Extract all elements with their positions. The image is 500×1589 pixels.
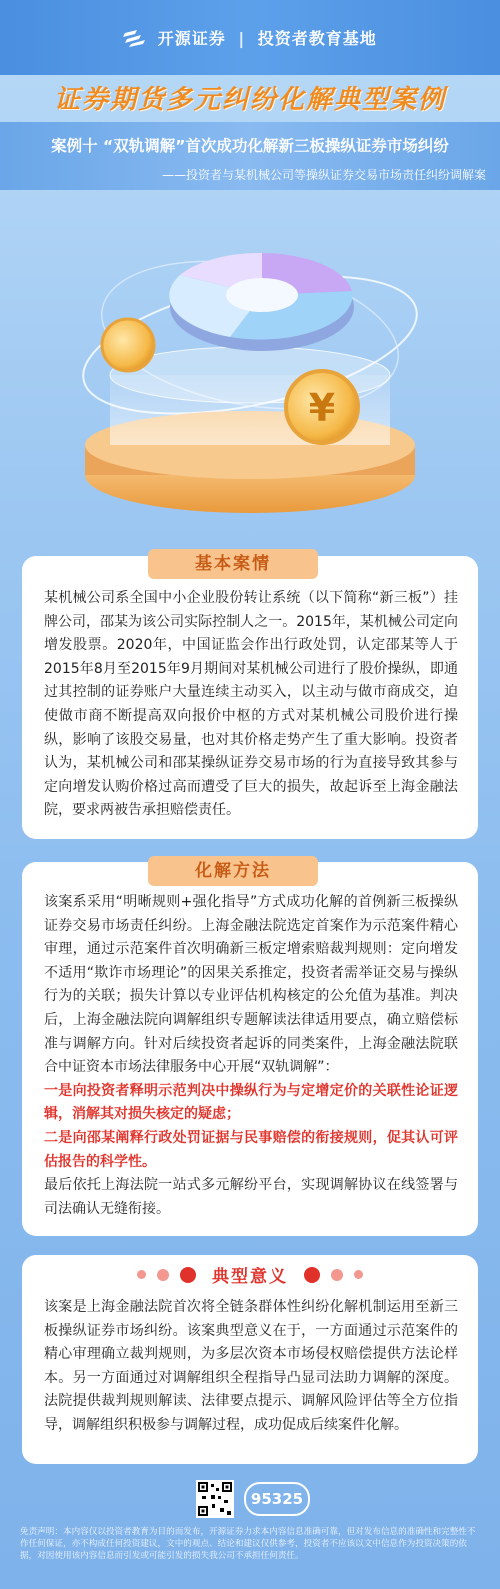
- brand-name: 开源证券: [157, 29, 226, 48]
- case-title: 案例十 “双轨调解”首次成功化解新三板操纵证券市场纠纷: [51, 137, 449, 155]
- case-facts-paragraph: 某机械公司系全国中小企业股份转让系统（以下简称“新三板”）挂牌公司，邵某为该公司实际控制人之一。2015年，某机械公司定向增发股票。2020年，中国证监会作出行政处罚，认定邵某等人于2015年8月至2015年9月期间对某机械公司进行了股价操纵，即通过其控制的证券账户大量连续主动买入，以主动与做市商成交，迫使做市商不断提高双向报价中枢的方式对某机械公司股价进行操纵，影响了该股交易量，也对其价格走势产生了重大影响。投资者认为，某机械公司和邵某操纵证券交易市场的行为直接导致其参与定向增发认购价格过高而遭受了巨大的损失，故起诉至上海金融法院，要求两被告承担赔偿责任。: [44, 590, 458, 819]
- qr-code-icon: [196, 1480, 234, 1518]
- hero-illustration: [0, 195, 500, 540]
- case-subtitle: ——投资者与某机械公司等操纵证券交易市场责任纠纷调解案: [161, 168, 486, 182]
- brand-divider: |: [238, 29, 246, 48]
- brand-base: 投资者教育基地: [257, 29, 377, 48]
- decor-dot-icon: [180, 1267, 196, 1283]
- resolution-text: [44, 891, 458, 1221]
- decor-dot-icon: [304, 1267, 320, 1283]
- decor-dot-icon: [354, 1270, 363, 1279]
- resolution-closing: 最后依托上海法院一站式多元解纷平台，实现调解协议在线签署与司法确认无缝衔接。: [44, 1177, 458, 1217]
- significance-text: [44, 1296, 458, 1438]
- resolution-highlight-2: 二是向邵某阐释行政处罚证据与民事赔偿的衔接规则，促其认可评估报告的科学性。: [44, 1129, 458, 1170]
- coin-yen-symbol: ¥: [308, 386, 336, 430]
- decor-dot-icon: [331, 1269, 343, 1281]
- resolution-paragraph: 该案系采用“明晰规则+强化指导”方式成功化解的首例新三板操纵证券交易市场责任纠纷。上海金融法院选定首案作为示范案件精心审理，通过示范案件首次明确新三板定增索赔裁判规则：定向增发不适用“欺诈市场理论”的因果关系推定，投资者需举证交易与操纵行为的关联；损失计算以专业评估机构核定的公允值为基准。判决后，上海金融法院向调解组织专题解读法律适用要点，确立赔偿标准与调解方向。针对后续投资者起诉的同类案件，上海金融法院联合中证资本市场法律服务中心开展“双轨调解”：: [44, 894, 458, 1076]
- brand-bar: [0, 26, 500, 49]
- case-facts-text: [44, 587, 458, 823]
- resolution-tag: 化解方法: [148, 856, 318, 886]
- resolution-highlight-1: 一是向投资者释明示范判决中操纵行为与定增定价的关联性论证逻辑，消解其对损失核定的疑虑；: [44, 1082, 458, 1123]
- significance-paragraph: 该案是上海金融法院首次将全链条群体性纠纷化解机制运用至新三板操纵证券市场纠纷。该案典型意义在于，一方面通过示范案件的精心审理确立裁判规则，为多层次资本市场侵权赔偿提供方法论样本。另一方面通过对调解组织全程指导凸显司法助力调解的深度。法院提供裁判规则解读、法律要点提示、调解风险评估等全方位指导，调解组织积极参与调解过程，成功促成后续案件化解。: [44, 1299, 458, 1433]
- decor-dot-icon: [137, 1270, 146, 1279]
- significance-heading: [22, 1262, 478, 1292]
- disclaimer-text: 免责声明：本内容仅以投资者教育为目的而发布，开源证券力求本内容信息准确可靠，但对发布信息的准确性和完整性不作任何保证，亦不构成任何投资建议，文中的观点、结论和建议仅供参考，投资者不应该以文中信息作为投资决策的依据，对因使用该内容信息而引发或可能引发的损失我公司不承担任何责任。: [20, 1527, 476, 1561]
- brand-logo-icon: [123, 29, 147, 47]
- hotline-badge: 95325: [244, 1482, 310, 1516]
- decor-dot-icon: [157, 1269, 169, 1281]
- pie-chart-center: [226, 278, 298, 312]
- case-facts-tag: 基本案情: [148, 549, 318, 579]
- coin-left-icon: [102, 319, 154, 371]
- significance-tag: 典型意义: [212, 1267, 288, 1287]
- page-title: 证券期货多元纠纷化解典型案例: [53, 85, 446, 115]
